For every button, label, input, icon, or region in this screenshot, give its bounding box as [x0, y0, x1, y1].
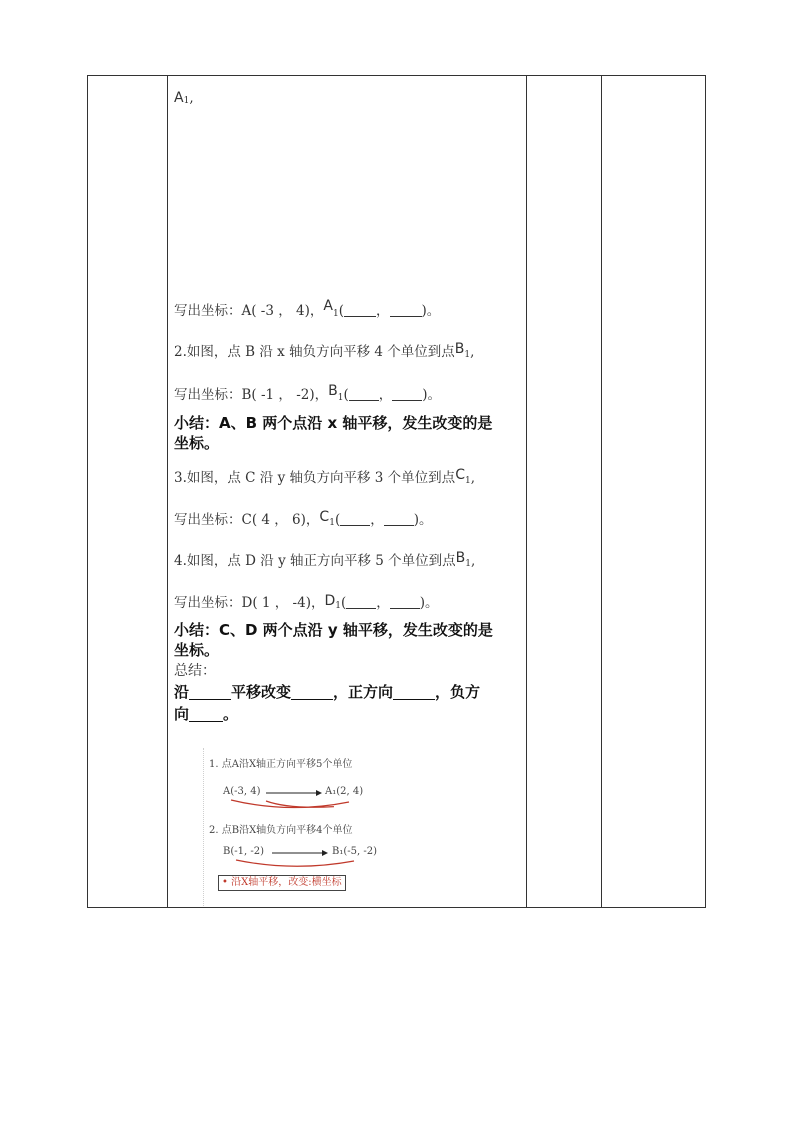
header-line: [174, 90, 194, 106]
conclusion-line-a: [174, 681, 480, 702]
answer-blank[interactable]: [384, 514, 414, 526]
line-text: 写出坐标：A( -3 ， 4)，: [174, 303, 324, 319]
figure-item-2-to: B₁(-5, -2): [332, 846, 377, 857]
figure-item-2-title: 2. 点B沿X轴负方向平移4个单位: [209, 825, 353, 836]
paren: (: [338, 303, 344, 319]
answer-blank[interactable]: [393, 685, 435, 700]
line-text: 写出坐标：B( -1 ， -2)，: [174, 387, 329, 403]
figure-item-2-from: B(-1, -2): [223, 846, 264, 857]
paren: )。: [422, 387, 442, 403]
coordinate-line-c: [174, 508, 433, 528]
line-text: 写出坐标：C( 4 ， 6)，: [174, 512, 320, 528]
slide-edge: [203, 748, 204, 906]
conclusion-line-b: [174, 703, 238, 724]
figure-underline-2: [234, 858, 364, 872]
point-label: A: [174, 90, 184, 106]
conclusion-text: 沿: [174, 683, 190, 701]
answer-blank[interactable]: [390, 305, 422, 317]
column-divider: [601, 76, 602, 907]
coordinate-line-b: [174, 383, 441, 403]
conclusion-text: ，负方: [435, 683, 481, 701]
paren: )。: [421, 303, 441, 319]
conclusion-text: 平移改变: [231, 683, 292, 701]
summary-1-line-a: 小结：A、B 两个点沿 x 轴平移，发生改变的是: [174, 414, 493, 432]
subscript: 1: [332, 309, 339, 319]
paren: (: [343, 387, 349, 403]
point-label: B: [328, 383, 338, 399]
punctuation: ,: [189, 90, 194, 106]
line-text: 2.如图，点 B 沿 x 轴负方向平移 4 个单位到点: [174, 344, 455, 360]
subscript: 1: [329, 518, 335, 528]
figure-item-1-title: 1. 点A沿X轴正方向平移5个单位: [209, 759, 353, 770]
subscript: 1: [465, 559, 472, 569]
coordinate-line-a: [174, 299, 440, 319]
point-label: C: [455, 467, 465, 483]
answer-blank[interactable]: [349, 389, 379, 401]
figure-item-1-from: A(-3, 4): [223, 786, 261, 797]
point-label: D: [324, 593, 336, 609]
question-4-line: [174, 549, 475, 569]
subscript: 1: [183, 96, 190, 106]
answer-blank[interactable]: [392, 389, 422, 401]
answer-blank[interactable]: [291, 685, 333, 700]
coordinate-line-d: [174, 591, 439, 611]
punctuation: ,: [470, 344, 475, 360]
line-text: 4.如图，点 D 沿 y 轴正方向平移 5 个单位到点: [174, 553, 456, 569]
conclusion-text: 。: [223, 705, 239, 723]
lesson-table: [87, 75, 706, 908]
separator: ，: [370, 512, 384, 528]
answer-blank[interactable]: [189, 707, 223, 722]
point-label: A: [323, 298, 333, 314]
paren: (: [334, 512, 341, 528]
subscript: 1: [464, 350, 471, 360]
point-label: B: [455, 550, 466, 566]
question-2-line: [174, 340, 474, 360]
answer-blank[interactable]: [390, 597, 420, 609]
column-divider: [167, 76, 168, 907]
answer-blank[interactable]: [344, 305, 376, 317]
answer-blank[interactable]: [189, 685, 231, 700]
summary-2-line-b: 坐标。: [174, 641, 220, 659]
summary-2-line-a: 小结：C、D 两个点沿 y 轴平移，发生改变的是: [174, 621, 493, 639]
figure-item-1-to: A₁(2, 4): [325, 786, 364, 797]
subscript: 1: [464, 476, 471, 486]
line-text: 3.如图，点 C 沿 y 轴负方向平移 3 个单位到点: [174, 470, 456, 486]
punctuation: ,: [470, 470, 475, 486]
separator: ，: [376, 595, 390, 611]
paren: (: [341, 595, 347, 611]
conclusion-text: ，正方向: [333, 683, 394, 701]
separator: ，: [376, 303, 390, 319]
answer-blank[interactable]: [346, 597, 376, 609]
separator: ，: [378, 387, 393, 403]
paren: )。: [419, 595, 439, 611]
question-3-line: [174, 466, 475, 486]
summary-1-line-b: 坐标。: [174, 434, 220, 452]
punctuation: ,: [471, 553, 476, 569]
figure-underline-1: [229, 798, 359, 812]
answer-blank[interactable]: [340, 514, 370, 526]
conclusion-label: 总结：: [174, 663, 216, 679]
point-label: C: [319, 509, 330, 525]
figure-note: • 沿X轴平移，改变:横坐标: [218, 875, 346, 891]
point-label: B: [454, 341, 465, 357]
line-text: 写出坐标：D( 1 ， -4)，: [174, 595, 325, 611]
subscript: 1: [337, 393, 344, 403]
subscript: 1: [335, 601, 341, 611]
paren: )。: [413, 512, 433, 528]
column-divider: [526, 76, 527, 907]
conclusion-text: 向: [174, 705, 190, 723]
